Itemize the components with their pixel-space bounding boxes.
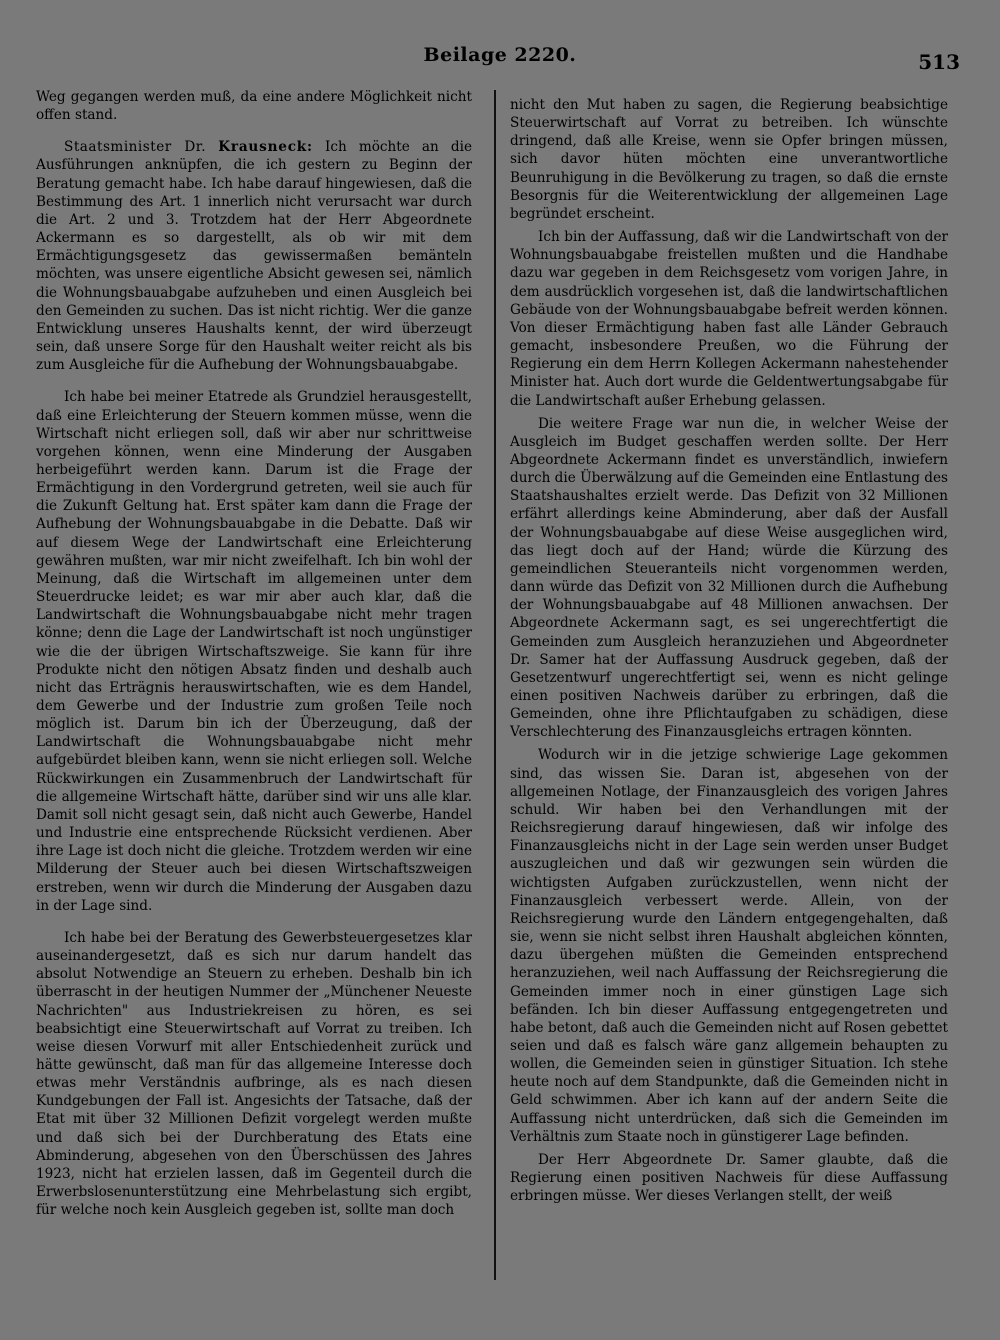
page-title: Beilage 2220.	[423, 44, 577, 66]
speech-paragraph	[36, 138, 472, 374]
right-column	[510, 96, 948, 1205]
paragraph: Weg gegangen werden muß, da eine andere Möglichkeit nicht offen stand.	[36, 89, 472, 124]
paragraph: Ich bin der Auffassung, daß wir die Landwirtschaft von der Wohnungsbauabgabe freistellen mußten und die Handhabe dazu war gegeben in dem Reichsgesetz vom vorigen Jahre, in dem ausdrücklich vorgesehen ist, daß die landwirtschaftlichen Gebäude von der Wohnungsbauabgabe befreit werden können. Von dieser Ermächtigung haben fast alle Länder Gebrauch gemacht, insbesondere Preußen, wo die Führung der Regierung ein dem Herrn Kollegen Ackermann nahestehender Minister hat. Auch dort wurde die Geldentwertungsabgabe für die Landwirtschaft außer Erhebung gelassen.	[510, 229, 948, 409]
paragraph: Ich habe bei meiner Etatrede als Grundziel herausgestellt, daß eine Erleichterung der Steuern kommen müsse, wenn die Wirtschaft nicht erliegen soll, daß wir aber nur schrittweise vorgehen können, wenn eine Minderung der Ausgaben herbeigeführt werden kann. Darum ist die Frage der Ermächtigung in den Vordergrund getreten, weil sie auch für die Zukunft Geltung hat. Erst später kam dann die Frage der Aufhebung der Wohnungsbauabgabe in die Debatte. Daß wir auf diesem Wege der Landwirtschaft eine Erleichterung gewähren mußten, war mir nicht zweifelhaft. Ich bin wohl der Meinung, daß die Wirtschaft im allgemeinen unter dem Steuerdrucke leidet; es war mir aber auch klar, daß die Landwirtschaft die Wohnungsbauabgabe nicht mehr tragen könne; denn die Lage der Landwirtschaft ist noch ungünstiger wie die der übrigen Wirtschaftszweige. Sie kann für ihre Produkte nicht den nötigen Absatz finden und deshalb auch nicht das Erträgnis herauswirtschaften, wie es dem Handel, dem Gewerbe und der Industrie zum großen Teile noch möglich ist. Darum bin ich der Überzeugung, daß der Landwirtschaft die Wohnungsbauabgabe nicht mehr aufgebürdet bleiben kann, wenn sie nicht erliegen soll. Welche Rückwirkungen ein Zusammenbruch der Landwirtschaft für die allgemeine Wirtschaft hätte, darüber sind wir uns alle klar. Damit soll nicht gesagt sein, daß nicht auch Gewerbe, Handel und Industrie eine entsprechende Rücksicht verdienen. Aber ihre Lage ist doch nicht die gleiche. Trotzdem werden wir eine Milderung der Steuer auch bei diesen Wirtschaftszweigen erstreben, wenn wir durch die Minderung der Ausgaben dazu in der Lage sind.	[36, 389, 472, 914]
speaker-name: Krausneck:	[218, 139, 313, 156]
paragraph: Der Herr Abgeordnete Dr. Samer glaubte, daß die Regierung einen positiven Nachweis für diese Auffassung erbringen müsse. Wer dieses Verlangen stellt, der weiß	[510, 1151, 948, 1205]
speech-text: Ich möchte an die Ausführungen anknüpfen, die ich gestern zu Beginn der Beratung gemacht habe. Ich habe darauf hingewiesen, daß die Bestimmung des Art. 1 innerlich nicht verursacht war durch die Art. 2 und 3. Trotzdem hat der Herr Abgeordnete Ackermann es so dargestellt, als ob wir mit dem Ermächtigungsgesetz das gewissermaßen bemänteln möchten, was unsere eigentliche Absicht gewesen sei, nämlich die Wohnungsbauabgabe aufzuheben und einen Ausgleich bei den Gemeinden zu suchen. Das ist nicht richtig. Wer die ganze Entwicklung unseres Haushalts kennt, der wird überzeugt sein, daß unsere Sorge für den Haushalt weiter reicht als bis zum Ausgleiche für die Aufhebung der Wohnungsbauabgabe.	[36, 139, 473, 374]
paragraph: Die weitere Frage war nun die, in welcher Weise der Ausgleich im Budget geschaffen werden sollte. Der Herr Abgeordnete Ackermann findet es unverständlich, inwiefern durch die Überwälzung auf die Gemeinden eine Entlastung des Staatshaushaltes erzielt werde. Das Defizit von 32 Millionen erfährt allerdings keine Abminderung, aber daß der Ausfall der Wohnungsbauabgabe auf diese Weise ausgeglichen wird, das liegt doch auf der Hand; würde die Kürzung des gemeindlichen Steueranteils nicht vorgenommen werden, dann würde das Defizit von 32 Millionen durch die Aufhebung der Wohnungsbauabgabe auf 48 Millionen anwachsen. Der Abgeordnete Ackermann sagt, es sei ungerechtfertigt die Gemeinden zum Ausgleich heranzuziehen und Abgeordneter Dr. Samer hat der Auffassung Ausdruck gegeben, daß der Gesetzentwurf ungerechtfertigt sei, wenn es nicht gelinge einen positiven Nachweis darüber zu erbringen, daß die Gemeinden, ohne ihre Pflichtaufgaben zu schädigen, diese Verschlechterung des Finanzausgleichs ertragen könnten.	[510, 415, 948, 741]
paragraph: nicht den Mut haben zu sagen, die Regierung beabsichtige Steuerwirtschaft auf Vorrat zu betreiben. Ich wünschte dringend, daß alle Kreise, wenn sie Opfer bringen müssen, sich davor hüten möchten eine unverantwortliche Beunruhigung in die Bevölkerung zu tragen, so daß die ernste Besorgnis für die Weiterentwicklung der allgemeinen Lage begründet erscheint.	[510, 97, 948, 222]
paragraph: Wodurch wir in die jetzige schwierige Lage gekommen sind, das wissen Sie. Daran ist, abgesehen von der allgemeinen Notlage, der Finanzausgleich des vorigen Jahres schuld. Wir haben bei den Verhandlungen mit der Reichsregierung darauf hingewiesen, daß wir infolge des Finanzausgleichs nicht in der Lage sein werden unser Budget auszugleichen und daß wir gezwungen sein würden die wichtigsten Aufgaben zurückzustellen, wenn nicht der Finanzausgleich verbessert werde. Allein, von der Reichsregierung wurde den Ländern entgegengehalten, daß sie, wenn sie nicht selbst ihren Haushalt abgleichen könnten, dazu übergehen müßten die Gemeinden entsprechend heranzuziehen, weil nach Auffassung der Reichsregierung die Gemeinden immer noch in einer günstigen Lage sich befänden. Ich bin dieser Auffassung entgegengetreten und habe betont, daß auch die Gemeinden nicht auf Rosen gebettet seien und daß es falsch wäre ganz allgemein behaupten zu wollen, die Gemeinden seien in günstiger Situation. Ich stehe heute noch auf dem Standpunkte, daß die Gemeinden nicht in Geld schwimmen. Aber ich kann auf der andern Seite die Auffassung nicht unterdrücken, daß sich die Gemeinden im Verhältnis zum Staate noch in günstigerer Lage befinden.	[510, 747, 948, 1145]
left-column	[36, 88, 472, 1219]
paragraph: Ich habe bei der Beratung des Gewerbsteuergesetzes klar auseinandergesetzt, daß es sich nur darum handelt das absolut Notwendige an Steuern zu erheben. Deshalb bin ich überrascht in der heutigen Nummer der „Münchener Neueste Nachrichten" aus Industriekreisen zu hören, es sei beabsichtigt eine Steuerwirtschaft auf Vorrat zu treiben. Ich weise diesen Vorwurf mit aller Entschiedenheit zurück und hätte gewünscht, daß man für das allgemeine Interesse doch etwas mehr Verständnis aufbringe, als es nach diesen Kundgebungen der Fall ist. Angesichts der Tatsache, daß der Etat mit über 32 Millionen Defizit vorgelegt werden mußte und daß sich bei der Durchberatung des Etats eine Abminderung, abgesehen von den Überschüssen des Jahres 1923, nicht hat erzielen lassen, daß im Gegenteil durch die Erwerbslosenunterstützung eine Mehrbelastung sich ergibt, für welche noch kein Ausgleich gegeben ist, sollte man doch	[36, 929, 472, 1219]
column-divider	[494, 90, 496, 1280]
speaker-role: Staatsminister Dr.	[64, 139, 207, 156]
page-number: 513	[918, 50, 960, 74]
page-header	[0, 44, 1000, 78]
